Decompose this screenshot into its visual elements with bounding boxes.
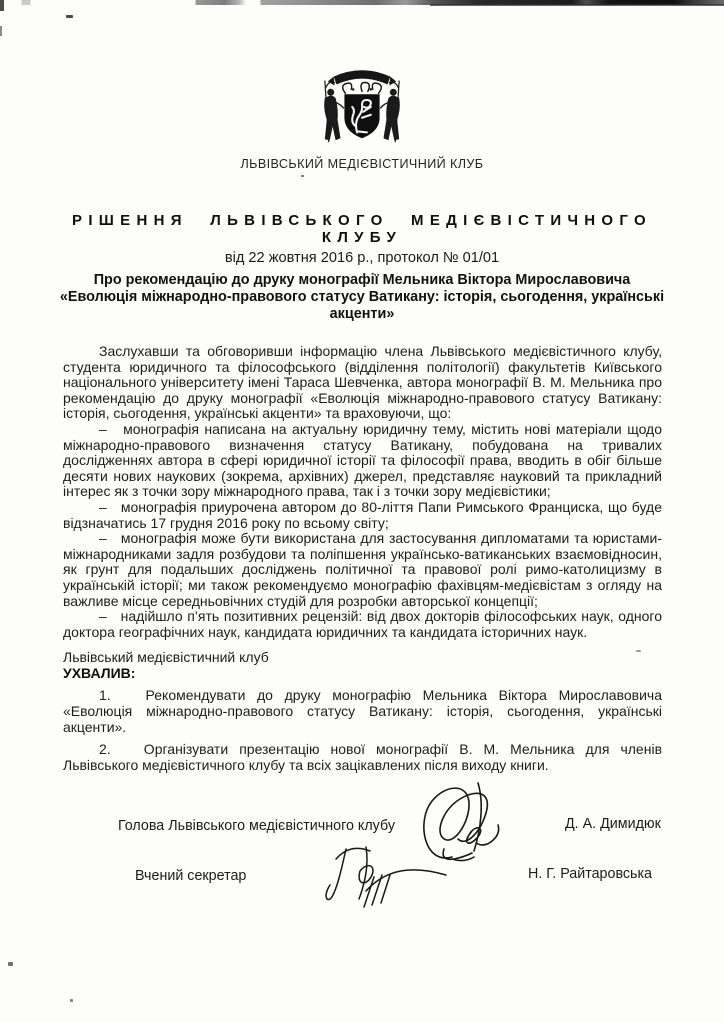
scan-artifact <box>301 175 304 177</box>
document-title-line1: РІШЕННЯ ЛЬВІВСЬКОГО МЕДІЄВІСТИЧНОГО <box>72 212 652 229</box>
paragraph-bullet: – монографія написана на актуальну юридичну тему, містить нові матеріали щодо міжнародно-правового визначення статусу Ватикану, побудована на тривалих дослідженнях автора в сфері юридичної історії та філософії права, вводить в обіг більше десяти нових наукових (зокрема, архівних) джерел, представляє науковий та прикладний інтерес як з точки зору міжнародного права, так і з точки зору медієвістики; <box>63 420 662 500</box>
subject-line: «Еволюція міжнародно-правового статусу Ватикану: історія, сьогодення, українські <box>59 289 665 305</box>
document-title-line2: КЛУБУ <box>321 229 403 246</box>
coat-of-arms-icon <box>312 62 412 150</box>
document-title <box>0 212 724 246</box>
signature-block <box>0 767 724 1017</box>
organization-name: ЛЬВІВСЬКИЙ МЕДІЄВІСТИЧНИЙ КЛУБ <box>240 157 484 171</box>
paragraph-bullet: – надійшло п’ять позитивних рецензій: від двох докторів філософських наук, одного доктора географічних наук, кандидата юридичних та кандидата історичних наук. <box>63 608 662 640</box>
secretary-signature <box>320 833 452 911</box>
document-subject <box>0 272 724 323</box>
resolution-item: 2. Організувати презентацію нової монографії В. М. Мельника для членів Львівського медієвістичного клубу та всіх зацікавлених після виходу книги. <box>63 741 662 773</box>
paragraph-bullet: – монографія може бути використана для застосування дипломатами та юристами-міжнародниками задля розбудови та поліпшення українсько-ватиканських взаємовідносин, як грунт для подальших досліджень політичної та правової ролі римо-католицизму в українській історії; ми також рекомендуємо монографію фахівцям-медієвістам з огляду на важливе місце середньовічних студій для розробки авторської концепції; <box>63 530 662 609</box>
signature-role: Вчений секретар <box>135 868 247 884</box>
paragraph-bullet: – монографія приурочена автором до 80-ліття Папи Римського Франциска, що буде відзначатись 17 грудня 2016 року по всьому світу; <box>63 498 662 531</box>
protocol-date-line: від 22 жовтня 2016 р., протокол № 01/01 <box>224 250 500 266</box>
resolution-heading: УХВАЛИВ: <box>63 664 136 681</box>
scan-artifact <box>636 650 641 652</box>
subject-line: Про рекомендацію до друку монографії Мельника Віктора Мирославовича <box>93 272 631 288</box>
paragraph-preamble: Заслухавши та обговоривши інформацію члена Львівського медієвістичного клубу, студента юридичного та філософського (відділення політології) факультетів Київського національного університету імені Тараса Шевченка, автора монографії В. М. Мельника про рекомендацію до друку монографії «Еволюція міжнародно-правового статусу Ватикану: історія, сьогодення, українські акценти» та враховуючи, що: <box>63 343 662 422</box>
scan-artifact <box>430 4 724 6</box>
signature-role: Голова Львівського медієвістичного клубу <box>118 818 396 834</box>
scan-artifact <box>66 15 73 18</box>
subject-line: акценти» <box>329 306 395 322</box>
signature-name: Д. А. Димидюк <box>565 816 661 832</box>
resolution-intro: Львівський медієвістичний клуб <box>63 649 269 666</box>
scan-artifact <box>0 26 2 36</box>
resolution-item: 1. Рекомендувати до друку монографію Мельника Віктора Мирославовича «Еволюція міжнародно-правового статусу Ватикану: історія, сьогодення, українські акценти». <box>63 687 662 735</box>
signature-name: Н. Г. Райтаровська <box>528 866 653 882</box>
document-body <box>63 344 662 773</box>
scan-artifact <box>0 0 4 11</box>
